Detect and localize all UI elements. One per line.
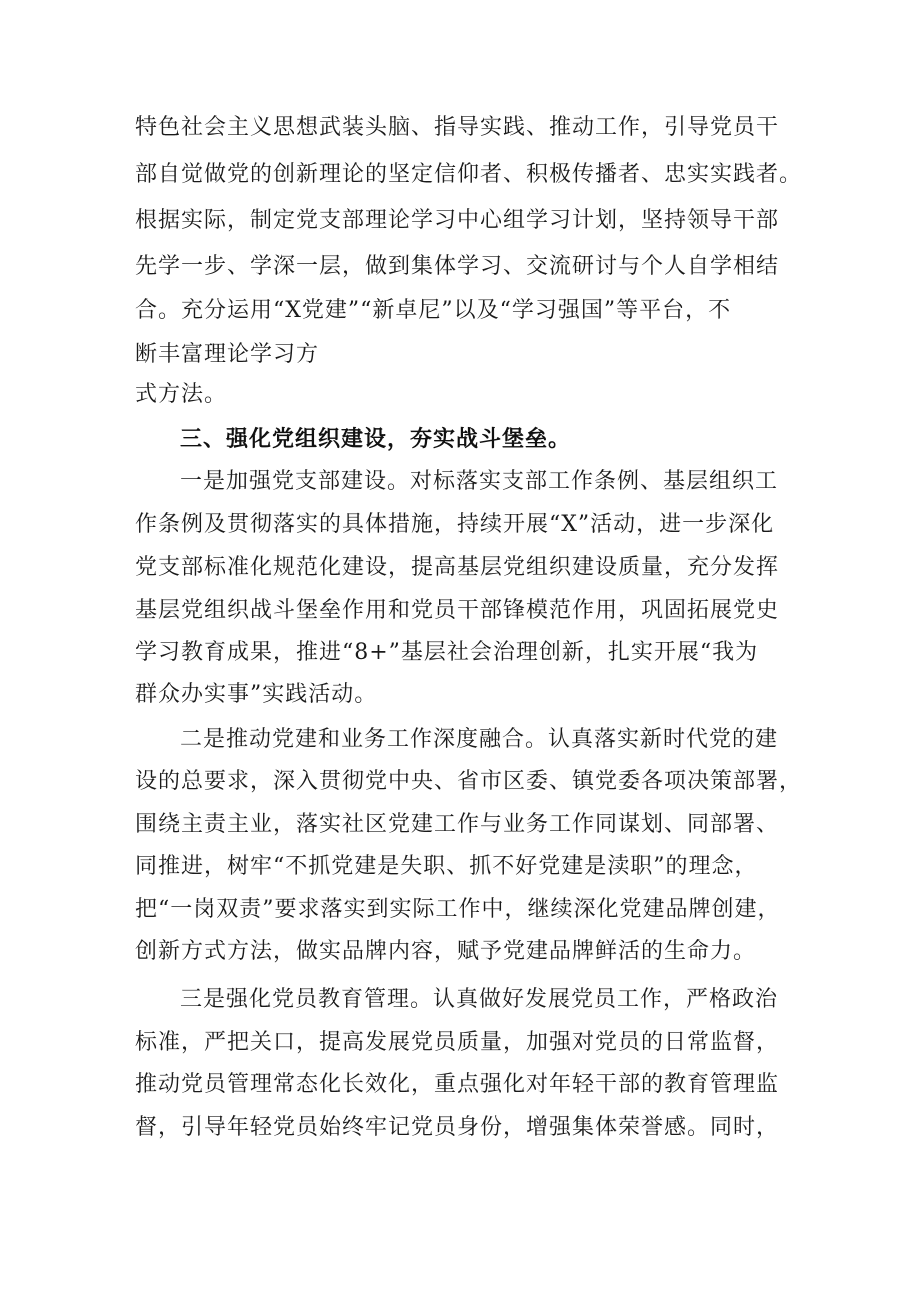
text-line: 同推进，树牢“不抓党建是失职、抓不好党建是渎职”的理念， — [135, 854, 758, 879]
text-line: 群众办实事”实践活动。 — [135, 682, 378, 707]
text-line: 创新方式方法，做实品牌内容，赋予党建品牌鲜活的生命力。 — [135, 939, 757, 964]
text-line: 式方法。 — [135, 382, 228, 407]
text-line: 督，引导年轻党员始终牢记党员身份，增强集体荣誉感。同时， — [135, 1115, 780, 1140]
text-line: 作条例及贯彻落实的具体措施，持续开展“X”活动，进一步深化 — [135, 512, 775, 537]
text-line: 根据实际，制定党支部理论学习中心组学习计划，坚持领导干部 — [135, 208, 780, 233]
text-line: 推动党员管理常态化长效化，重点强化对年轻干部的教育管理监 — [135, 1072, 780, 1097]
text-line: 党支部标准化规范化建设，提高基层党组织建设质量，充分发挥 — [135, 555, 780, 580]
text-line: 特色社会主义思想武装头脑、指导实践、推动工作，引导党员干 — [135, 115, 780, 140]
text-line: 基层党组织战斗堡垒作用和党员干部锋模范作用，巩固拓展党史 — [135, 598, 780, 623]
text-line: 部自觉做党的创新理论的坚定信仰者、积极传播者、忠实实践者。 — [135, 162, 803, 187]
text-line: 学习教育成果，推进“8+”基层社会治理创新，扎实开展“我为 — [135, 640, 759, 665]
text-line: 把“一岗双责”要求落实到实际工作中，继续深化党建品牌创建， — [135, 897, 781, 922]
text-line: 断丰富理论学习方 — [135, 342, 320, 367]
text-line: 先学一步、学深一层，做到集体学习、交流研讨与个人自学相结 — [135, 254, 780, 279]
text-line: 围绕主责主业，落实社区党建工作与业务工作同谋划、同部署、 — [135, 812, 780, 837]
text-line: 标准，严把关口，提高发展党员质量，加强对党员的日常监督， — [135, 1030, 780, 1055]
paragraph-first-line: 二是推动党建和业务工作深度融合。认真落实新时代党的建 — [180, 727, 779, 752]
text-line: 设的总要求，深入贯彻党中央、省市区委、镇党委各项决策部署， — [135, 769, 803, 794]
paragraph-first-line: 一是加强党支部建设。对标落实支部工作条例、基层组织工 — [180, 469, 779, 494]
section-heading: 三、强化党组织建设，夯实战斗堡垒。 — [180, 427, 572, 452]
paragraph-first-line: 三是强化党员教育管理。认真做好发展党员工作，严格政治 — [180, 987, 779, 1012]
text-line: 合。充分运用“X党建”“新卓尼”以及“学习强国”等平台，不 — [135, 298, 732, 323]
